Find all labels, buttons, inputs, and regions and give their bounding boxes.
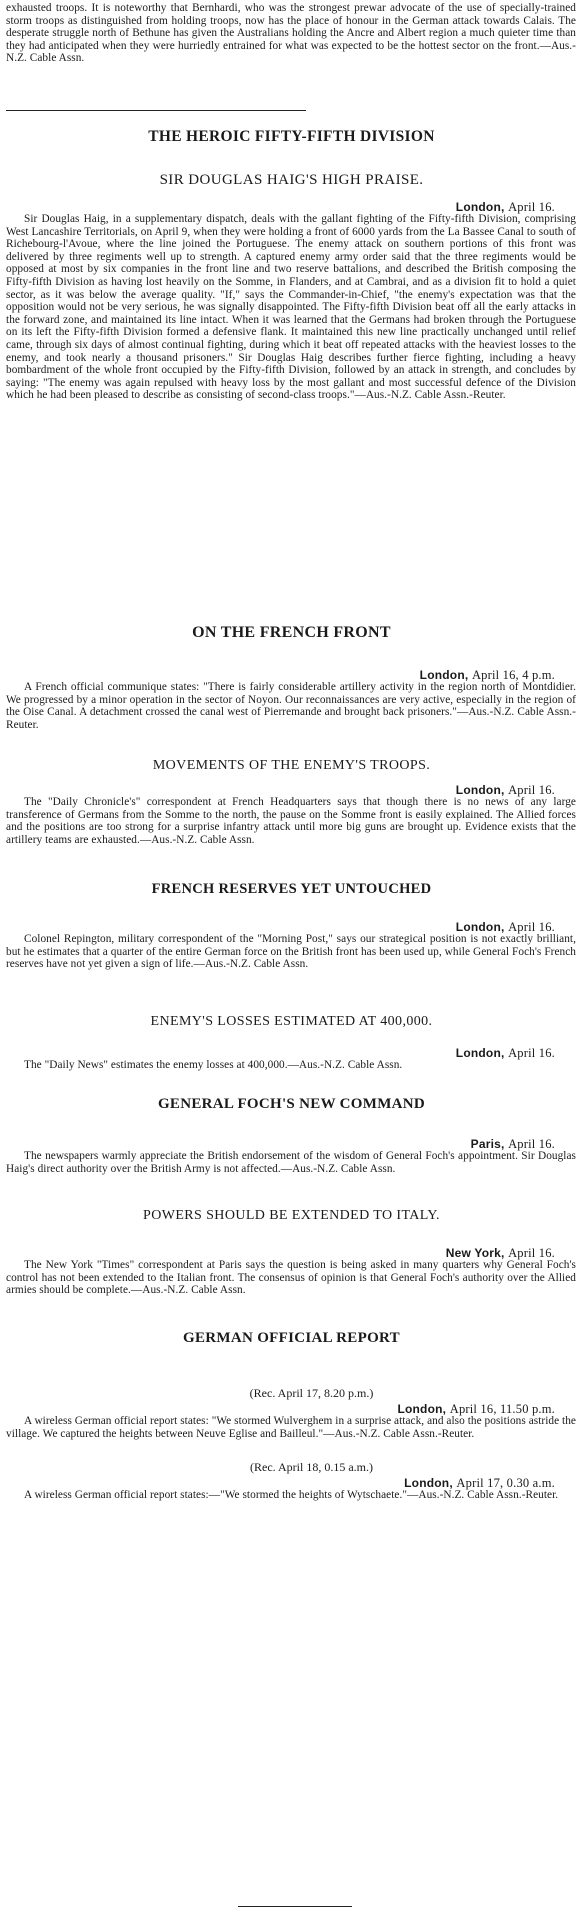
article-body: The New York "Times" correspondent at Paris says the question is being asked in many quarters why General Foch's control has not been extended to the Italian front. The consensus of opinion is that General Foch's authority over the Allied armies should be complete.—Aus.-N.Z. Cable Assn. xyxy=(6,1259,576,1297)
dateline-place: New York, xyxy=(445,1246,505,1260)
body-block xyxy=(0,1150,583,1175)
intro-paragraph: exhausted troops. It is noteworthy that Bernhardi, who was the strongest prewar advocate of the use of specially-trained storm troops as distinguished from holding troops, now has the place of honour in the German attack towards Calais. The desperate struggle north of Bethune has given the Australians holding the Ancre and Albert region a much quieter time than they had anticipated when they were hurriedly entrained for what was expected to be the hottest sector on the front.—Aus.-N.Z. Cable Assn. xyxy=(6,2,576,65)
article-foch-command xyxy=(0,1096,583,1113)
dateline-place: London, xyxy=(419,668,469,682)
body-block xyxy=(0,213,583,402)
dateline-date: April 16, 11.50 p.m. xyxy=(449,1402,555,1416)
dateline-place: London, xyxy=(455,783,505,797)
top-divider xyxy=(6,110,306,111)
body-block xyxy=(0,681,583,731)
article-body: A wireless German official report states: "We stormed Wulverghem in a surprise attack, and also the positions astride the village. We captured the heights between Neuve Eglise and Bailleul."—Aus.-N.Z. Cable Assn.-Reuter. xyxy=(6,1415,576,1440)
intro-block xyxy=(0,2,583,65)
received-time: (Rec. April 18, 0.15 a.m.) xyxy=(250,1460,373,1474)
article-body: Colonel Repington, military correspondent of the "Morning Post," says our strategical position is not exactly brilliant, but he estimates that a quarter of the entire German force on the British front has been used up, while General Foch's French reserves have not yet given a sign of life.—Aus.-N.Z. Cable Assn. xyxy=(6,933,576,971)
article-italy xyxy=(0,1208,583,1224)
received-line xyxy=(0,1460,583,1475)
body-block xyxy=(0,1415,583,1440)
body-block xyxy=(0,1489,583,1502)
bottom-divider xyxy=(238,1906,352,1907)
article-movements xyxy=(0,758,583,774)
received-line xyxy=(0,1386,583,1401)
article-enemy-losses xyxy=(0,1014,583,1030)
article-body: A French official communique states: "There is fairly considerable artillery activity in the region north of Montdidier. We progressed by a minor operation in the sector of Noyon. Our reconnaissances are very active, especially in the region of the Oise Canal. A detachment crossed the canal west of Pierremande and brought back prisoners."—Aus.-N.Z. Cable Assn.-Reuter. xyxy=(6,681,576,731)
article-french-reserves xyxy=(0,881,583,898)
body-block xyxy=(0,933,583,971)
article-body: The newspapers warmly appreciate the British endorsement of the wisdom of General Foch's appointment. Sir Douglas Haig's direct authority over the British Army is not affected.—Aus.-N.Z. Cable Assn. xyxy=(6,1150,576,1175)
subheadline-block xyxy=(0,172,583,189)
headline: ENEMY'S LOSSES ESTIMATED AT 400,000. xyxy=(150,1014,433,1029)
headline: GERMAN OFFICIAL REPORT xyxy=(183,1330,400,1346)
article-french-front xyxy=(0,624,583,642)
article-body: The "Daily Chronicle's" correspondent at French Headquarters says that though there is no news of any large transference of Germans from the Somme to the north, the pause on the Somme front is easily explained. The Allied forces and the positions are too strong for a surprise infantry attack until more big guns are brought up. Evidence exists that the artillery teams are exhausted.—Aus.-N.Z. Cable Assn. xyxy=(6,796,576,846)
body-block xyxy=(0,1259,583,1297)
dateline-place: London, xyxy=(455,920,505,934)
dateline-date: April 16. xyxy=(508,783,555,797)
article-body: Sir Douglas Haig, in a supplementary dispatch, deals with the gallant fighting of the Fifty-fifth Division, comprising West Lancashire Territorials, on April 9, when they were holding a front of 6000 yards from the La Bassee Canal to south of Richebourg-l'Avoue, where the line joined the Portuguese. The enemy attack on southern portions of this front was delivered by three regiments well up to strength. A captured enemy army order said that the three regiments would be opposed at most by six companies in the front line and two reserve battalions, and described the British composing the Fifty-fifth Division as having lost heavily on the Somme, in Flanders, and at Cambrai, and as a division fit to hold a quiet sector, as it was below the average quality. "If," says the Commander-in-Chief, "the enemy's expectation was that the opposition would not be very serious, he was signally disappointed. The Fifty-fifth Division beat off all the early attacks in the forward zone, and maintained its line intact. When it was learned that the Germans had broken through the Portuguese on its left the Fifty-fifth Division formed a defensive flank. It maintained this new line practically unchanged until relief came, through six days of almost continual fighting, during which it beat off repeated attacks with the heaviest losses to the enemy, and took nearly a thousand prisoners." Sir Douglas Haig describes further fierce fighting, including a heavy bombardment of the whole front occupied by the Fifty-fifth Division, followed by an attack in strength, and concludes by saying: "The enemy was again repulsed with heavy loss by the most gallant and most successful defence of the Division which he had been pleased to describe as consisting of second-class troops."—Aus.-N.Z. Cable Assn.-Reuter. xyxy=(6,213,576,402)
subheadline: SIR DOUGLAS HAIG'S HIGH PRAISE. xyxy=(159,172,424,188)
article-german-report xyxy=(0,1330,583,1347)
article-fifty-fifth xyxy=(0,128,583,146)
dateline-date: April 16. xyxy=(508,1137,555,1151)
dateline-place: London, xyxy=(455,200,505,214)
headline: POWERS SHOULD BE EXTENDED TO ITALY. xyxy=(143,1208,440,1223)
headline: MOVEMENTS OF THE ENEMY'S TROOPS. xyxy=(152,758,431,773)
body-block xyxy=(0,796,583,846)
dateline-date: April 16. xyxy=(508,1046,555,1060)
headline: ON THE FRENCH FRONT xyxy=(192,624,391,641)
headline: GENERAL FOCH'S NEW COMMAND xyxy=(157,1096,426,1112)
dateline-date: April 16, 4 p.m. xyxy=(471,668,555,682)
dateline-date: April 17, 0.30 a.m. xyxy=(456,1476,555,1490)
dateline-date: April 16. xyxy=(508,200,555,214)
dateline-date: April 16. xyxy=(508,920,555,934)
article-body: The "Daily News" estimates the enemy losses at 400,000.—Aus.-N.Z. Cable Assn. xyxy=(24,1059,403,1071)
dateline-place: London, xyxy=(455,1046,505,1060)
headline: THE HEROIC FIFTY-FIFTH DIVISION xyxy=(148,128,435,145)
article-body: A wireless German official report states:—"We stormed the heights of Wytschaete."—Aus.-N.Z. Cable Assn.-Reuter. xyxy=(24,1489,559,1501)
dateline-date: April 16. xyxy=(508,1246,555,1260)
body-block xyxy=(0,1059,583,1072)
received-time: (Rec. April 17, 8.20 p.m.) xyxy=(249,1386,374,1400)
dateline-place: London, xyxy=(404,1476,453,1490)
headline: FRENCH RESERVES YET UNTOUCHED xyxy=(151,881,432,897)
dateline-place: Paris, xyxy=(470,1137,505,1151)
dateline-place: London, xyxy=(397,1402,447,1416)
